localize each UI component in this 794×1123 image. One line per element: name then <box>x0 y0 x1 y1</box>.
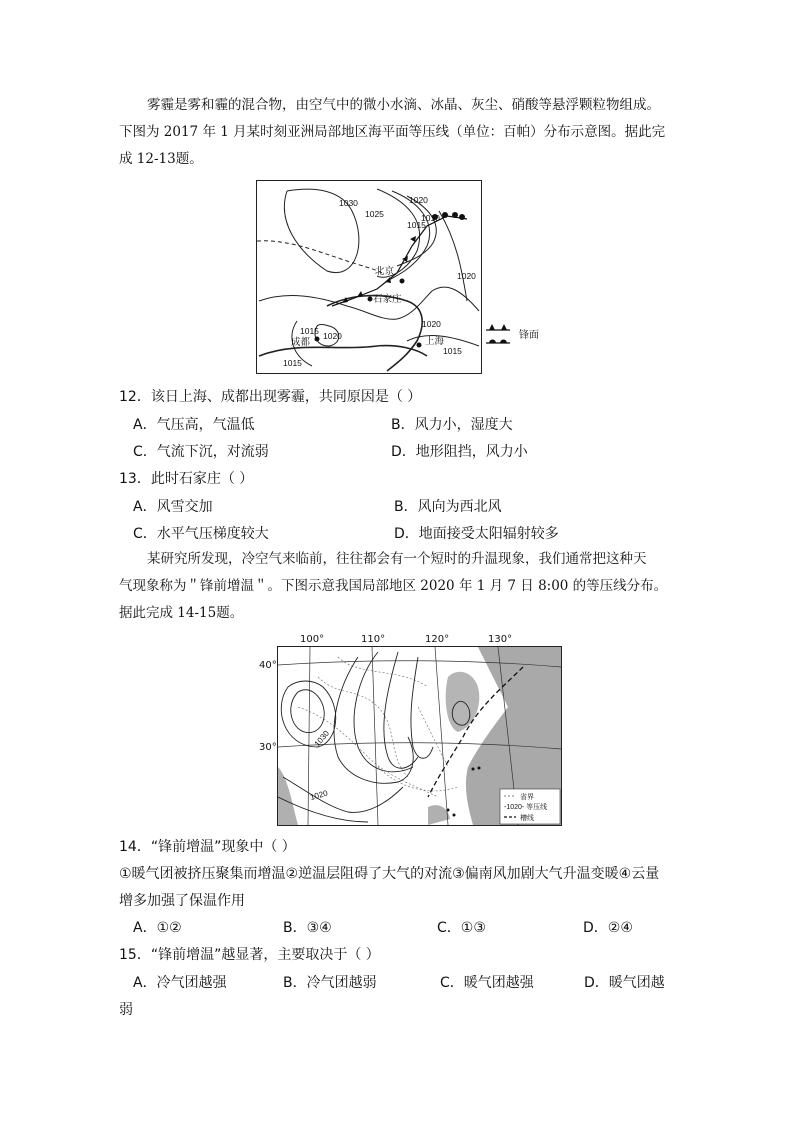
q15-option-b[interactable]: B．冷气团越弱 <box>283 975 377 991</box>
q12-option-a[interactable]: A．气压高，气温低 <box>133 417 255 433</box>
city-dot <box>368 297 373 302</box>
q12-option-d[interactable]: D．地形阻挡，风力小 <box>391 444 528 460</box>
q15-option-a[interactable]: A．冷气团越强 <box>133 975 227 991</box>
q15-option-c[interactable]: C．暖气团越强 <box>440 975 534 991</box>
q14-option-c[interactable]: C．①③ <box>437 920 486 936</box>
isobar-map-asia <box>256 180 482 374</box>
q12-option-b[interactable]: B．风力小，湿度大 <box>391 417 513 433</box>
front-semicircle <box>442 212 448 218</box>
q14-option-a[interactable]: A．①② <box>133 920 182 936</box>
lon-label-120: 120° <box>425 634 450 645</box>
front-line <box>332 216 467 306</box>
passage1-line1: 雾霾是雾和霾的混合物，由空气中的微小水滴、冰晶、灰尘、硝酸等悬浮颗粒物组成。 <box>147 97 660 113</box>
isobar-label: 1020 <box>309 788 329 802</box>
legend-isobar: -1020- 等压线 <box>504 804 548 811</box>
passage1-line3: 成 12-13题。 <box>119 151 203 167</box>
city-label-chengdu: 成都 <box>291 337 311 348</box>
lon-label-130: 130° <box>488 634 513 645</box>
isobar-line <box>411 657 433 758</box>
q14-statement-line1: ①暖气团被挤压聚集而增温②逆温层阻碍了大气的对流③偏南风加剧大气升温变暖④云量 <box>119 866 660 882</box>
city-label-shijiazhuang: 石家庄 <box>373 294 402 305</box>
q15-stem: 15．“锋前增温”越显著，主要取决于（ ） <box>119 947 380 963</box>
dot-marker <box>453 814 456 817</box>
city-dot <box>400 279 405 284</box>
map2-legend <box>500 789 560 824</box>
meridian-line <box>372 647 378 825</box>
isobar-label: 1015 <box>443 346 462 356</box>
q12-option-c[interactable]: C．气流下沉，对流弱 <box>133 444 269 460</box>
isobar-label: 1030 <box>312 728 331 749</box>
q12-stem: 12．该日上海、成都出现雾霾，共同原因是（ ） <box>119 389 422 405</box>
lon-label-100: 100° <box>300 634 325 645</box>
city-dot <box>417 343 422 348</box>
border-line <box>257 241 382 273</box>
city-label-beijing: 北京 <box>375 266 395 277</box>
city-dot <box>315 337 320 342</box>
passage1-line2: 下图为 2017 年 1 月某时刻亚洲局部地区海平面等压线（单位：百帕）分布示意图。据此完 <box>119 124 666 140</box>
dot-marker <box>447 809 450 812</box>
land-shade <box>278 767 298 825</box>
isobar-label: 1020 <box>422 319 441 329</box>
isobar-map-china-drawing <box>278 647 561 825</box>
q14-stem: 14．“锋前增温”现象中（ ） <box>119 839 296 855</box>
front-legend-symbol <box>484 322 514 348</box>
isobar-map-china <box>277 646 562 826</box>
q14-option-b[interactable]: B．③④ <box>283 920 332 936</box>
isobar-label: 1015 <box>300 326 319 336</box>
q13-option-a[interactable]: A．风雪交加 <box>133 499 213 515</box>
isobar-label: 1020 <box>457 271 476 281</box>
meridian-line <box>435 647 448 825</box>
q13-option-b[interactable]: B．风向为西北风 <box>394 499 502 515</box>
front-legend-label: 锋面 <box>519 330 539 341</box>
passage2-line1: 某研究所发现，冷空气来临前，往往都会有一个短时的升温现象，我们通常把这种天 <box>147 551 647 567</box>
dot-marker <box>472 768 475 771</box>
isobar-label: 1015 <box>283 358 302 368</box>
q15-option-d-continued: 弱 <box>119 1002 133 1018</box>
isobar-line <box>334 657 413 783</box>
isobar-label: 1010 <box>421 213 440 223</box>
province-border <box>318 677 408 777</box>
isobar-line <box>354 652 413 772</box>
q13-option-c[interactable]: C．水平气压梯度较大 <box>133 526 269 542</box>
river-line <box>259 346 427 356</box>
passage2-line2: 气现象称为＂锋前增温＂。下图示意我国局部地区 2020 年 1 月 7 日 8:00 的等压线分布。 <box>119 578 668 594</box>
q15-option-d[interactable]: D．暖气团越 <box>584 975 665 991</box>
q13-option-d[interactable]: D．地面接受太阳辐射较多 <box>394 526 559 542</box>
front-semicircle <box>459 214 465 220</box>
dot-marker <box>478 767 481 770</box>
isobar-map-asia-drawing <box>257 181 481 373</box>
isobar-label: 1020 <box>409 195 428 205</box>
isobar-line <box>291 690 324 733</box>
province-border <box>378 767 458 791</box>
lat-label-40: 40° <box>259 660 277 671</box>
front-semicircle <box>452 212 458 218</box>
legend-province: 省界 <box>520 794 534 801</box>
isobar-label: 1025 <box>365 209 384 219</box>
q14-option-d[interactable]: D．②④ <box>583 920 633 936</box>
legend-trough: 槽线 <box>520 815 534 822</box>
isobar-label: 1030 <box>339 198 358 208</box>
city-label-shanghai: 上海 <box>425 336 445 347</box>
q14-statement-line2: 增多加强了保温作用 <box>119 893 245 909</box>
q13-stem: 13．此时石家庄（ ） <box>119 471 254 487</box>
isobar-label: 1020 <box>323 331 342 341</box>
lat-label-30: 30° <box>259 742 277 753</box>
isobar-label: 1015 <box>407 220 426 230</box>
passage2-line3: 据此完成 14-15题。 <box>119 605 244 621</box>
lon-label-110: 110° <box>361 634 386 645</box>
province-border <box>298 707 438 797</box>
